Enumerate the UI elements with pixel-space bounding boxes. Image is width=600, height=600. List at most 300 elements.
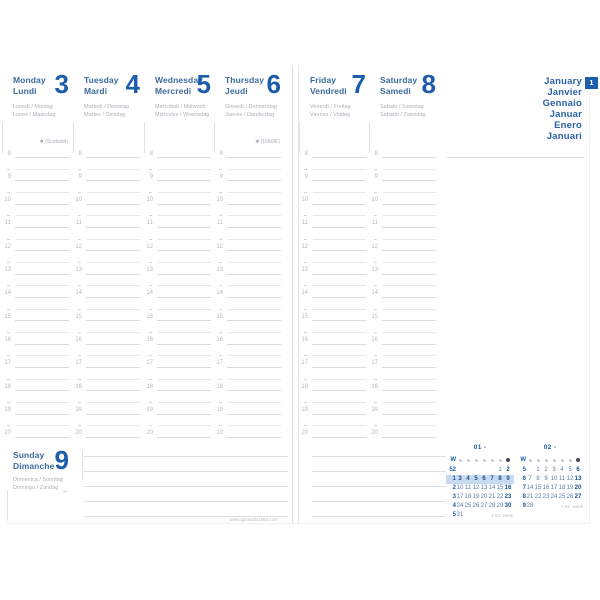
half-hour-tick (219, 355, 222, 356)
note-line (312, 516, 446, 517)
hour-label: 13 (4, 267, 11, 274)
half-hour-tick (7, 355, 10, 356)
day-dot (499, 459, 502, 462)
half-hour-tick (374, 215, 377, 216)
hour-line (312, 367, 366, 368)
gutter-line (292, 66, 293, 523)
day-translation: Martes / Dinsdag (84, 111, 126, 118)
week-number: 2 (452, 484, 456, 491)
half-hour-tick (7, 192, 10, 193)
sunday-dot (576, 458, 580, 462)
hour-label: 14 (301, 290, 308, 297)
hour-line (157, 297, 211, 298)
half-hour-tick (7, 379, 10, 380)
hour-line (312, 227, 366, 228)
hour-line (86, 157, 140, 158)
column-separator (73, 122, 74, 153)
half-hour-line (228, 332, 281, 333)
hour-line (382, 157, 436, 158)
page-edge-line (589, 89, 590, 523)
half-hour-tick (374, 285, 377, 286)
hour-label: 10 (371, 197, 378, 204)
hour-line (382, 367, 436, 368)
hour-label: 12 (75, 243, 82, 250)
month-name: Enero (554, 119, 582, 131)
half-hour-line (313, 425, 366, 426)
hour-label: 16 (301, 337, 308, 344)
half-hour-tick (374, 355, 377, 356)
hour-label: 11 (146, 220, 153, 227)
hour-line (382, 320, 436, 321)
calendar-day: 16 (504, 484, 512, 491)
half-hour-line (87, 379, 140, 380)
hour-label: 16 (4, 337, 11, 344)
day-dot (483, 459, 486, 462)
calendar-day: 19 (566, 484, 574, 491)
hour-label: 9 (149, 173, 153, 180)
half-hour-tick (78, 402, 81, 403)
calendar-day: 10 (456, 484, 464, 491)
half-hour-tick (374, 192, 377, 193)
column-separator (144, 122, 145, 153)
hour-line (86, 274, 140, 275)
half-hour-tick (304, 239, 307, 240)
mini-calendar-title: 01 - (473, 444, 487, 451)
hour-label: 19 (146, 407, 153, 414)
half-hour-tick (219, 309, 222, 310)
hour-line (227, 227, 281, 228)
half-hour-line (228, 425, 281, 426)
calendar-day: 15 (534, 484, 542, 491)
day-number: 8 (421, 69, 436, 99)
calendar-day: 3 (552, 466, 556, 473)
hour-line (15, 180, 69, 181)
calendar-day: 4 (466, 475, 470, 482)
hour-label: 9 (374, 173, 378, 180)
hour-label: 20 (4, 430, 11, 437)
hour-label: 16 (371, 337, 378, 344)
half-hour-line (87, 309, 140, 310)
column-separator (214, 122, 215, 153)
hour-label: 10 (301, 197, 308, 204)
hour-label: 13 (371, 267, 378, 274)
half-hour-line (16, 239, 69, 240)
calendar-day: 22 (534, 493, 542, 500)
hour-line (227, 437, 281, 438)
day-name: Tuesday (84, 75, 119, 85)
hour-line (15, 204, 69, 205)
calendar-day: 5 (474, 475, 478, 482)
hour-line (227, 414, 281, 415)
half-hour-line (383, 425, 436, 426)
half-hour-tick (78, 285, 81, 286)
hour-line (382, 250, 436, 251)
hour-line (382, 297, 436, 298)
hour-label: 15 (371, 313, 378, 320)
calendar-day: 26 (566, 493, 574, 500)
week-column-header: W (520, 456, 526, 463)
sunday-translation: Domingo / Zondag (13, 484, 59, 491)
week-number: 1 (452, 475, 456, 482)
calendar-day: 18 (464, 493, 472, 500)
half-hour-line (16, 215, 69, 216)
calendar-day: 25 (558, 493, 566, 500)
sunday-dot (506, 458, 510, 462)
half-hour-line (228, 379, 281, 380)
half-hour-line (228, 215, 281, 216)
calendar-day: 26 (472, 502, 480, 509)
hour-label: 8 (374, 150, 378, 157)
calendar-day: 5 (568, 466, 572, 473)
half-hour-line (313, 215, 366, 216)
hour-line (15, 437, 69, 438)
calendar-day: 27 (574, 493, 582, 500)
half-hour-line (87, 285, 140, 286)
hour-line (15, 344, 69, 345)
half-hour-line (313, 309, 366, 310)
note-line (312, 471, 446, 472)
half-hour-line (313, 379, 366, 380)
half-hour-line (228, 262, 281, 263)
hour-label: 13 (146, 267, 153, 274)
hour-label: 16 (216, 337, 223, 344)
hour-label: 11 (4, 220, 11, 227)
half-hour-line (16, 402, 69, 403)
half-hour-tick (304, 285, 307, 286)
holiday-note: ✱ (Scotland) (39, 139, 68, 145)
note-line (84, 516, 288, 517)
sunday-name: Sunday (13, 450, 45, 460)
day-name: Saturday (380, 75, 418, 85)
day-number: 5 (196, 69, 211, 99)
day-dot (561, 459, 564, 462)
month-name: Januari (546, 130, 582, 142)
day-dot (529, 459, 532, 462)
sunday-left-edge (7, 490, 8, 521)
calendar-footnote: 1-52: week (490, 513, 513, 518)
hour-line (157, 157, 211, 158)
hour-line (86, 297, 140, 298)
half-hour-line (158, 332, 211, 333)
week-number: 9 (522, 502, 526, 509)
hour-line (382, 180, 436, 181)
half-hour-tick (149, 169, 152, 170)
calendar-day: 11 (558, 475, 566, 482)
half-hour-tick (149, 402, 152, 403)
half-hour-line (313, 239, 366, 240)
half-hour-line (87, 239, 140, 240)
day-local-name: Samedi (380, 86, 411, 96)
hour-label: 11 (301, 220, 308, 227)
hour-label: 12 (4, 243, 11, 250)
half-hour-line (313, 285, 366, 286)
hour-label: 10 (4, 197, 11, 204)
hour-line (15, 414, 69, 415)
half-hour-line (383, 262, 436, 263)
hour-line (382, 344, 436, 345)
day-number: 3 (54, 69, 69, 99)
half-hour-tick (7, 215, 10, 216)
half-hour-tick (78, 215, 81, 216)
note-line (84, 486, 288, 487)
calendar-day: 28 (488, 502, 496, 509)
day-name: Monday (13, 75, 46, 85)
half-hour-tick (7, 332, 10, 333)
calendar-day: 4 (560, 466, 564, 473)
note-line (312, 486, 446, 487)
day-translation: Lunedì / Montag (13, 104, 53, 110)
calendar-day: 13 (480, 484, 488, 491)
calendar-day: 6 (482, 475, 486, 482)
day-name: Friday (310, 75, 337, 85)
half-hour-tick (7, 285, 10, 286)
week-number: 4 (452, 502, 456, 509)
hour-label: 19 (75, 407, 82, 414)
half-hour-tick (78, 169, 81, 170)
half-hour-tick (219, 192, 222, 193)
half-hour-tick (78, 309, 81, 310)
half-hour-line (87, 425, 140, 426)
note-line (84, 471, 288, 472)
hour-label: 13 (216, 267, 223, 274)
hour-label: 15 (301, 313, 308, 320)
day-dot (491, 459, 494, 462)
half-hour-line (16, 285, 69, 286)
calendar-day: 7 (490, 475, 494, 482)
hour-line (86, 390, 140, 391)
hour-line (382, 227, 436, 228)
day-translation: Jueves / Donderdag (225, 111, 275, 118)
calendar-day: 30 (504, 502, 512, 509)
half-hour-tick (304, 309, 307, 310)
calendar-day: 23 (542, 493, 550, 500)
half-hour-line (158, 192, 211, 193)
hour-line (86, 367, 140, 368)
sunday-number: 9 (54, 445, 69, 475)
day-dot (475, 459, 478, 462)
hour-label: 19 (301, 407, 308, 414)
hour-label: 15 (75, 313, 82, 320)
day-dot (569, 459, 572, 462)
day-number: 6 (266, 69, 281, 99)
sunday-translation: Domenica / Sonntag (13, 477, 63, 483)
half-hour-line (313, 192, 366, 193)
half-hour-tick (149, 425, 152, 426)
website-note: www.quovadis1954.com (229, 516, 278, 522)
half-hour-tick (219, 239, 222, 240)
half-hour-line (383, 332, 436, 333)
hour-line (227, 274, 281, 275)
day-local-name: Jeudi (225, 86, 248, 96)
half-hour-tick (78, 239, 81, 240)
calendar-day: 9 (506, 475, 510, 482)
hour-label: 8 (7, 150, 11, 157)
half-hour-tick (78, 332, 81, 333)
day-translation: Martedì / Dienstag (84, 104, 129, 110)
half-hour-tick (374, 309, 377, 310)
half-hour-line (158, 425, 211, 426)
half-hour-tick (78, 379, 81, 380)
hour-line (86, 204, 140, 205)
day-translation: Mercoledì / Mittwoch (155, 104, 206, 110)
half-hour-tick (304, 192, 307, 193)
hour-label: 10 (146, 197, 153, 204)
column-separator (2, 122, 3, 153)
calendar-day: 24 (456, 502, 464, 509)
hour-label: 19 (4, 407, 11, 414)
month-name: January (544, 76, 582, 87)
week-number: 3 (452, 493, 456, 500)
half-hour-line (87, 192, 140, 193)
hour-line (227, 250, 281, 251)
half-hour-line (383, 355, 436, 356)
hour-line (382, 437, 436, 438)
calendar-day: 27 (480, 502, 488, 509)
calendar-day: 2 (506, 466, 510, 473)
day-local-name: Vendredi (310, 86, 347, 96)
hour-line (86, 180, 140, 181)
hour-line (15, 274, 69, 275)
month-names-block (450, 77, 582, 142)
half-hour-tick (149, 285, 152, 286)
day-local-name: Mercredi (155, 86, 192, 96)
hour-line (227, 180, 281, 181)
day-dot (537, 459, 540, 462)
hour-label: 10 (75, 197, 82, 204)
calendar-day: 16 (542, 484, 550, 491)
half-hour-tick (374, 332, 377, 333)
calendar-day: 15 (496, 484, 504, 491)
half-hour-tick (149, 355, 152, 356)
calendar-day: 21 (488, 493, 496, 500)
half-hour-tick (78, 425, 81, 426)
hour-label: 19 (371, 407, 378, 414)
half-hour-tick (219, 262, 222, 263)
week-number: 6 (522, 475, 526, 482)
calendar-day: 18 (558, 484, 566, 491)
hour-line (15, 367, 69, 368)
hour-line (382, 204, 436, 205)
half-hour-tick (7, 239, 10, 240)
calendar-day: 17 (550, 484, 558, 491)
hour-label: 11 (371, 220, 378, 227)
half-hour-line (383, 379, 436, 380)
half-hour-tick (149, 309, 152, 310)
half-hour-line (158, 169, 211, 170)
page-bottom-edge (6, 523, 588, 524)
half-hour-tick (304, 332, 307, 333)
week-column-header: W (450, 456, 456, 463)
half-hour-line (228, 309, 281, 310)
column-separator (299, 122, 300, 153)
half-hour-line (383, 285, 436, 286)
hour-label: 14 (75, 290, 82, 297)
half-hour-tick (7, 425, 10, 426)
half-hour-line (228, 402, 281, 403)
half-hour-tick (219, 215, 222, 216)
half-hour-tick (219, 402, 222, 403)
day-translation: Lunes / Maandag (13, 111, 56, 118)
calendar-day: 14 (488, 484, 496, 491)
half-hour-line (383, 309, 436, 310)
half-hour-line (228, 192, 281, 193)
half-hour-line (158, 215, 211, 216)
day-name: Wednesday (155, 75, 203, 85)
hour-line (157, 437, 211, 438)
day-number: 7 (351, 69, 366, 99)
half-hour-line (158, 379, 211, 380)
half-hour-tick (304, 262, 307, 263)
hour-line (382, 390, 436, 391)
half-hour-tick (374, 239, 377, 240)
hour-line (312, 250, 366, 251)
half-hour-line (87, 402, 140, 403)
half-hour-tick (149, 192, 152, 193)
sunday-separator (82, 450, 83, 480)
half-hour-tick (219, 379, 222, 380)
hour-line (227, 367, 281, 368)
hour-line (312, 390, 366, 391)
hour-line (227, 204, 281, 205)
hour-label: 17 (4, 360, 11, 367)
calendar-day: 25 (464, 502, 472, 509)
day-translation: Sábado / Zaterdag (380, 111, 426, 118)
day-translation: Miércoles / Woensdag (155, 111, 210, 118)
half-hour-line (16, 309, 69, 310)
hour-line (382, 274, 436, 275)
note-line (84, 501, 288, 502)
mini-calendar-title: 02 - (543, 444, 557, 451)
day-local-name: Lundi (13, 86, 37, 96)
half-hour-tick (374, 425, 377, 426)
half-hour-tick (149, 379, 152, 380)
hour-line (312, 320, 366, 321)
hour-label: 20 (216, 430, 223, 437)
hour-line (15, 227, 69, 228)
month-name: Janvier (547, 86, 582, 98)
hour-line (86, 320, 140, 321)
calendar-day: 12 (472, 484, 480, 491)
day-dot (459, 459, 462, 462)
hour-line (312, 414, 366, 415)
calendar-day: 20 (480, 493, 488, 500)
half-hour-tick (304, 379, 307, 380)
week-number: 52 (449, 466, 456, 473)
hour-label: 15 (216, 313, 223, 320)
calendar-day: 1 (536, 466, 540, 473)
hour-line (227, 297, 281, 298)
hour-line (15, 390, 69, 391)
hour-label: 8 (78, 150, 82, 157)
hour-label: 20 (146, 430, 153, 437)
calendar-day: 2 (544, 466, 548, 473)
half-hour-tick (78, 262, 81, 263)
hour-label: 8 (219, 150, 223, 157)
half-hour-line (87, 332, 140, 333)
hour-line (312, 344, 366, 345)
half-hour-line (158, 309, 211, 310)
hour-label: 17 (301, 360, 308, 367)
hour-label: 9 (78, 173, 82, 180)
hour-line (312, 274, 366, 275)
half-hour-line (313, 262, 366, 263)
half-hour-tick (7, 169, 10, 170)
half-hour-line (16, 262, 69, 263)
half-hour-tick (304, 425, 307, 426)
calendar-day: 12 (566, 475, 574, 482)
month-name: Gennaio (542, 97, 582, 109)
hour-line (86, 227, 140, 228)
